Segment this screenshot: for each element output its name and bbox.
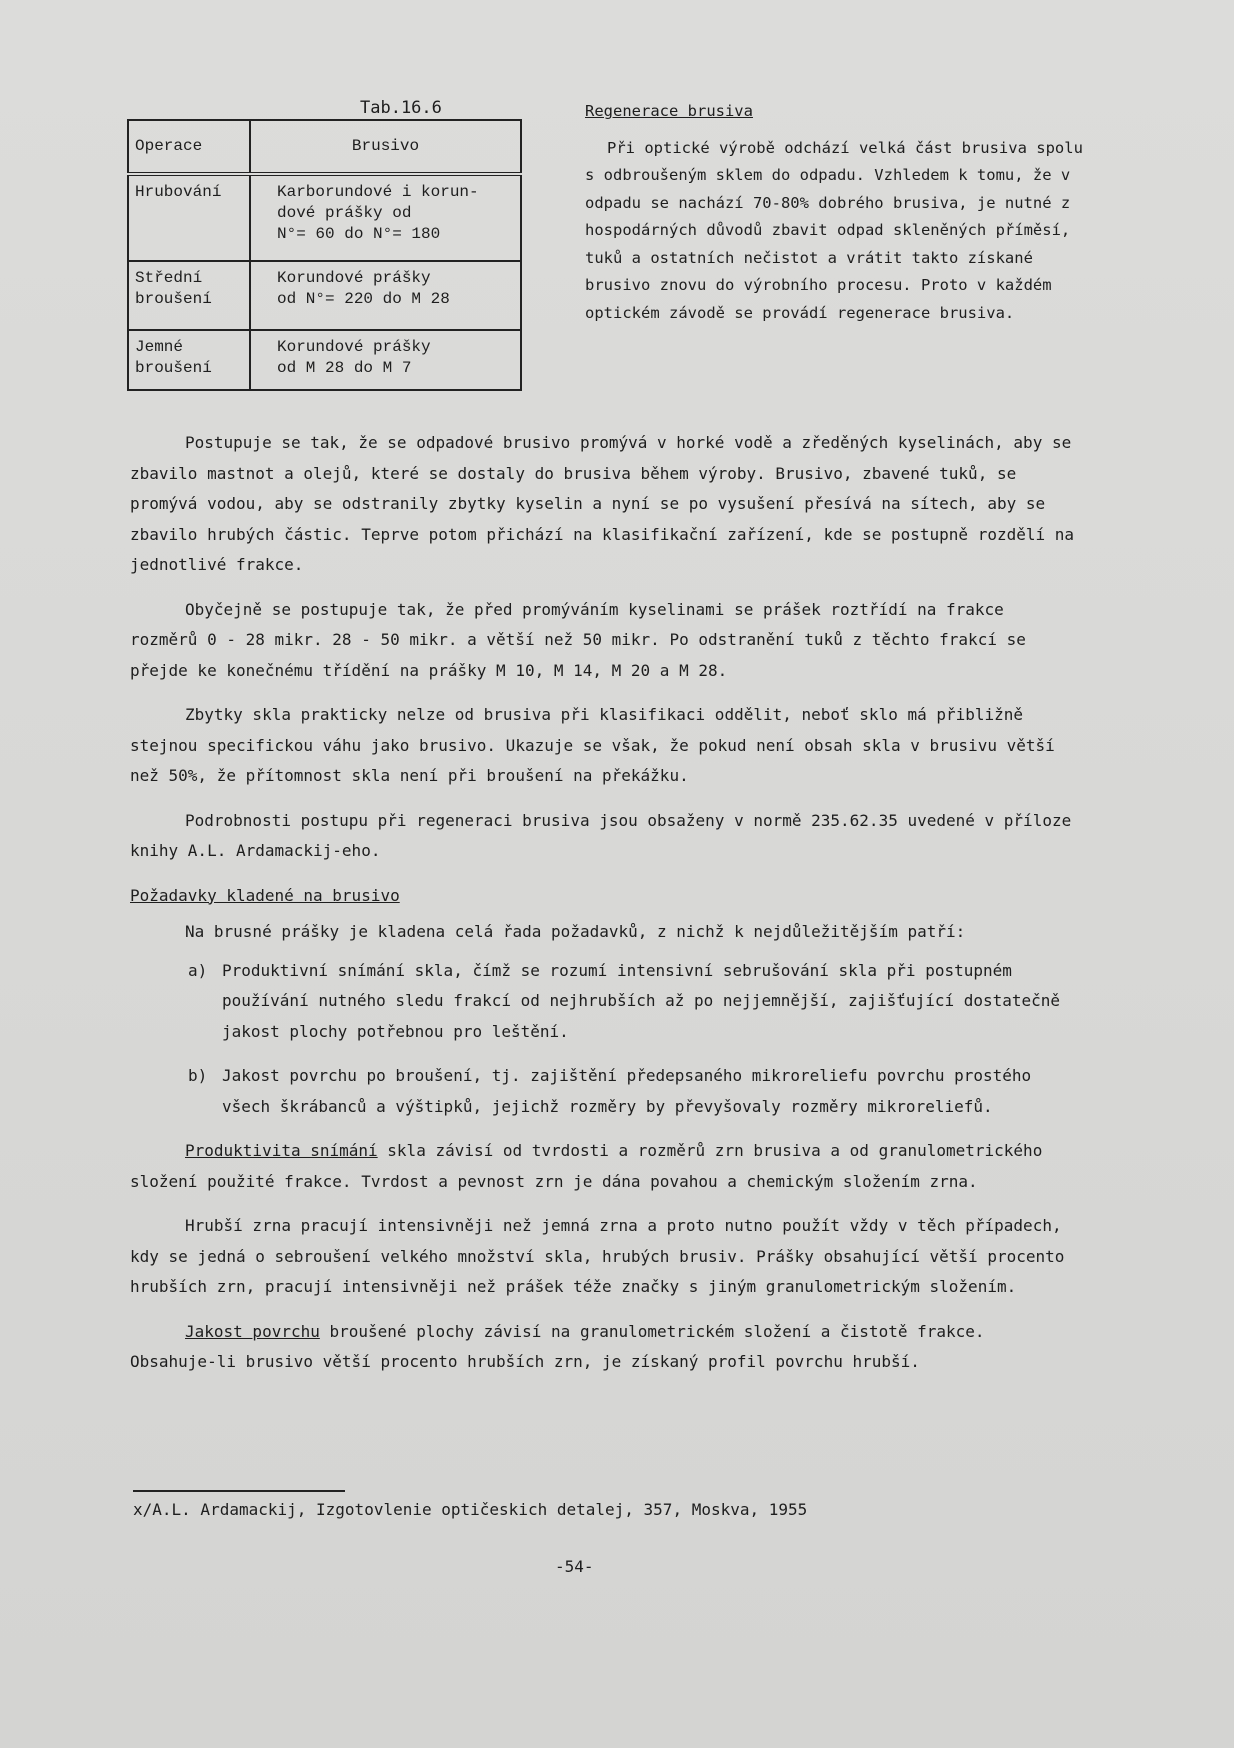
table-caption: Tab.16.6 [360,98,442,118]
list-item-label: a) [188,960,208,980]
footnote-rule [133,1490,345,1492]
paragraph-text: skla závisí od tvrdosti a rozměrů zrn brusiva a od granulometrického složení použité frakce. Tvrdost a pevnost zrn je dána povahou a chemickým složením zrna. [130,1141,1043,1191]
cell-operation [128,174,250,261]
list-item-label: b) [188,1066,208,1085]
cell-line: broušení [135,359,212,377]
paragraph-text: broušené plochy závisí na granulometrickém složení a čistotě frakce. Obsahuje-li brusivo větší procento hrubších zrn, je získaný profil povrchu hrubší. [130,1321,985,1371]
paragraph: Zbytky skla prakticky nelze od brusiva při klasifikaci oddělit, neboť sklo má přibližně stejnou specifickou váhu jako brusivo. Ukazuje se však, že pokud není obsah skla v brusivu větší než 50%, že přítomnost skla není při broušení na překážku. [130,705,1055,785]
cell-operation [128,330,250,390]
cell-line: N°= 60 do N°= 180 [277,225,441,243]
cell-abrasive [250,261,521,330]
list-item [188,956,1080,1048]
underlined-term: Jakost povrchu [185,1321,320,1341]
list-item [188,1061,1080,1122]
grinding-table [127,119,522,391]
table-row [128,330,521,390]
cell-abrasive [250,174,521,261]
cell-line: Korundové prášky [277,269,431,287]
paragraph: Na brusné prášky je kladena celá řada požadavků, z nichž k nejdůležitějším patří: [185,922,966,941]
cell-line: od M 28 do M 7 [277,359,412,377]
cell-line: Jemné [135,338,184,356]
section-heading: Požadavky kladené na brusivo [130,885,400,905]
header-operace: Operace [128,120,250,174]
table-header-row [128,120,521,174]
main-text [130,428,1080,1392]
header-brusivo: Brusivo [250,120,521,174]
cell-line: Střední [135,269,203,287]
regeneration-sidebar [585,98,1085,327]
section-heading: Regenerace brusiva [585,102,753,120]
footnote: x/A.L. Ardamackij, Izgotovlenie optičeskich detalej, 357, Moskva, 1955 [133,1500,808,1519]
paragraph: Obyčejně se postupuje tak, že před promýváním kyselinami se prášek roztřídí na frakce rozměrů 0 - 28 mikr. 28 - 50 mikr. a větší než 50 mikr. Po odstranění tuků z těchto frakcí se přejde ke konečnému třídění na prášky M 10, M 14, M 20 a M 28. [130,599,1026,680]
paragraph: Postupuje se tak, že se odpadové brusivo promývá v horké vodě a zředěných kyselinách, aby se zbavilo mastnot a olejů, které se dostaly do brusiva během výroby. Brusivo, zbavené tuků, se promývá vodou, aby se odstranily zbytky kyselin a nyní se po vysušení přesívá na sítech, aby se zbavilo hrubých částic. Teprve potom přichází na klasifikační zařízení, kde se postupně rozdělí na jednotlivé frakce. [130,433,1075,574]
table-row [128,174,521,261]
cell-abrasive [250,330,521,390]
cell-line: Korundové prášky [277,338,431,356]
paragraph [130,1136,1080,1197]
cell-text: Hrubování [135,183,222,201]
list-item-text: Produktivní snímání skla, čímž se rozumí intensivní sebrušování skla při postupném používání nutného sledu frakcí od nejhrubších až po nejjemnější, zajišťující dostatečně jakost plochy potřebnou pro leštění. [222,960,1061,1041]
cell-line: Karborundové i korun- [277,183,479,201]
underlined-term: Produktivita snímání [185,1141,378,1160]
cell-operation [128,261,250,330]
cell-line: od N°= 220 do M 28 [277,290,450,308]
cell-line: broušení [135,290,212,308]
cell-line: dové prášky od [277,204,412,222]
list-item-text: Jakost povrchu po broušení, tj. zajištění předepsaného mikroreliefu povrchu prostého všech škrábanců a výštipků, jejichž rozměry by převyšovaly rozměry mikroreliefů. [222,1066,1032,1116]
table-row [128,261,521,330]
page-number: -54- [555,1557,594,1576]
paragraph: Podrobnosti postupu při regeneraci brusiva jsou obsaženy v normě 235.62.35 uvedené v příloze knihy A.L. Ardamackij-eho. [130,810,1072,860]
paragraph: Hrubší zrna pracují intensivněji než jemná zrna a proto nutno použít vždy v těch případech, kdy se jedná o sebroušení velkého množství skla, hrubých brusiv. Prášky obsahující větší procento hrubších zrn, pracují intensivněji než prášek téže značky s jiným granulometrickým složením. [130,1216,1065,1296]
sidebar-paragraph: Při optické výrobě odchází velká část brusiva spolu s odbroušeným sklem do odpadu. Vzhledem k tomu, že v odpadu se nachází 70-80% dobrého brusiva, je nutné z hospodárných důvodů zbavit odpad skleněných příměsí, tuků a ostatních nečistot a vrátit takto získané brusivo znovu do výrobního procesu. Proto v každém optickém závodě se provádí regenerace brusiva. [585,138,1083,322]
paragraph [130,1317,1080,1378]
